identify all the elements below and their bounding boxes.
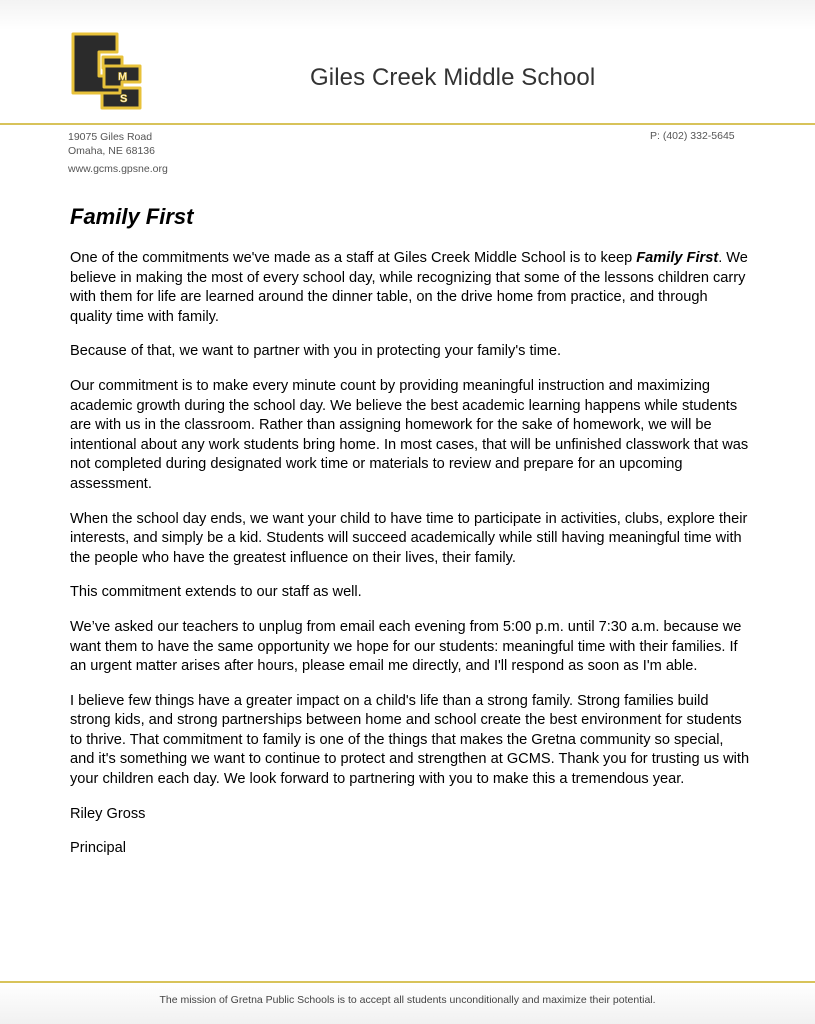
address-line-2: Omaha, NE 68136 (68, 145, 155, 157)
paragraph-3: Our commitment is to make every minute count by providing meaningful instruction and maximizing academic growth during the school day. We believe the best academic learning happens while students are with us in the classroom. Rather than assigning homework for the sake of homework, we will be intentional about any work students bring home. In most cases, that will be unfinished classwork that was not completed during designated work time or materials to review and prepare for an upcoming assessment. (70, 377, 749, 492)
paragraph-6: We’ve asked our teachers to unplug from email each evening from 5:00 p.m. until 7:30 a.m. because we want them to have the same opportunity we hope for our students: meaningful time with their families. If an urgent matter arises after hours, please email me directly, and I'll respond as soon as I'm able. (70, 618, 742, 675)
school-logo (70, 30, 142, 110)
signature-title: Principal (70, 840, 126, 857)
svg-text:M: M (118, 71, 128, 83)
letter-body (70, 249, 750, 874)
school-name: Giles Creek Middle School (310, 64, 596, 91)
family-first-emphasis: Family First (636, 250, 719, 266)
header-background (0, 0, 815, 30)
address-line-1: 19075 Giles Road (68, 131, 153, 143)
paragraph-4: When the school day ends, we want your child to have time to participate in activities, clubs, explore their interests, and simply be a kid. Students will succeed academically while still having meaningful time with the people who have the greatest influence on their lives, their family. (70, 510, 748, 566)
website-link[interactable]: www.gcms.gpsne.org (68, 163, 168, 175)
paragraph-1-end: . We believe in making the most of every school day, while recognizing that some of the lessons children carry with them for life are learned around the dinner table, on the drive home from practice, and through quality time with family. (70, 250, 748, 325)
svg-text:S: S (120, 93, 128, 105)
header-divider (0, 123, 815, 125)
letter-title: Family First (70, 204, 194, 229)
paragraph-7: I believe few things have a greater impact on a child's life than a strong family. Strong families build strong kids, and strong partnerships between home and school create the best environment for students to thrive. That commitment to family is one of the things that makes the Gretna community so special, and it's something we want to continue to protect and strengthen at GCMS. Thank you for trusting us with your children each day. We look forward to partnering with you to make this a tremendous year. (70, 692, 750, 788)
paragraph-5: This commitment extends to our staff as well. (70, 584, 362, 601)
school-address (68, 130, 168, 176)
signature-name: Riley Gross (70, 805, 146, 822)
paragraph-1-start: One of the commitments we've made as a staff at Giles Creek Middle School is to keep (70, 250, 637, 266)
mission-statement: The mission of Gretna Public Schools is to accept all students unconditionally and maximize their potential. (159, 994, 656, 1006)
school-phone: P: (402) 332-5645 (650, 130, 735, 142)
paragraph-2: Because of that, we want to partner with you in protecting your family's time. (70, 343, 562, 360)
paragraph-1 (70, 249, 750, 327)
